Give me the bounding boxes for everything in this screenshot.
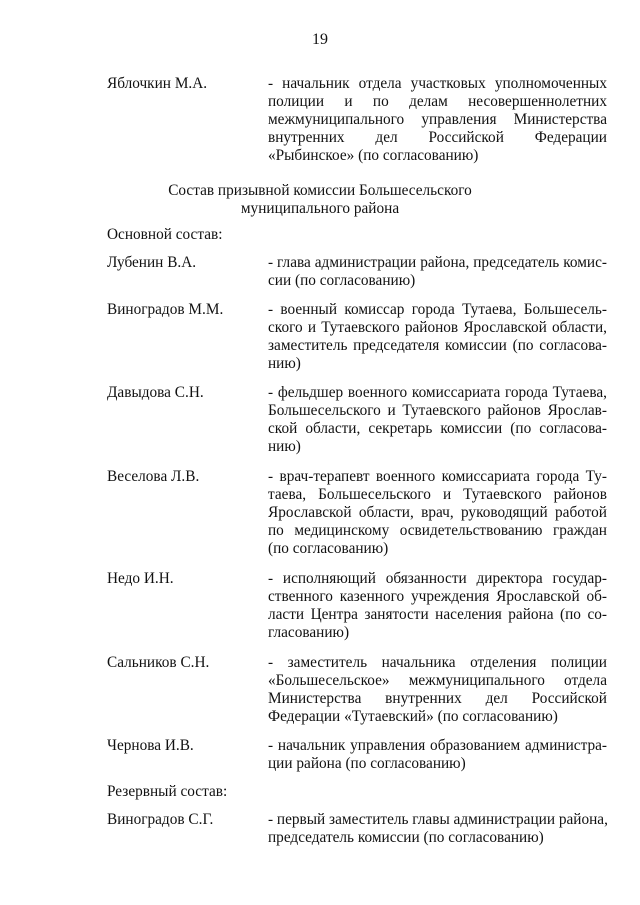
member-desc-line: - начальник отдела участковых уполномоченных	[268, 75, 607, 92]
member-name: Лубенин В.А.	[107, 254, 197, 271]
member-desc-line: внутренних дел Российской Федерации	[268, 129, 607, 146]
member-desc-line: - военный комиссар города Тутаева, Большесель-	[268, 301, 607, 318]
section-title: Состав призывной комиссии Большесельского	[168, 182, 472, 199]
member-name: Чернова И.В.	[107, 737, 194, 754]
member-desc-line: Большесельского и Тутаевского районов Ярослав-	[268, 402, 607, 419]
member-desc-line: «Большесельское» межмуниципального отдела	[268, 672, 607, 689]
member-desc-line: «Рыбинское» (по согласованию)	[268, 147, 479, 164]
member-desc-line: председатель комиссии (по согласованию)	[268, 829, 544, 846]
member-desc-line: заместитель председателя комиссии (по согласова-	[268, 337, 607, 354]
member-desc-line: - глава администрации района, председатель комис-	[268, 254, 607, 271]
section-title: муниципального района	[240, 200, 400, 217]
member-name: Яблочкин М.А.	[107, 75, 208, 92]
member-name: Веселова Л.В.	[107, 468, 200, 485]
member-name: Сальников С.Н.	[107, 654, 210, 671]
member-name: Виноградов М.М.	[107, 301, 224, 318]
member-desc-line: - начальник управления образованием администра-	[268, 737, 607, 754]
member-desc-line: ственного казенного учреждения Ярославской об-	[268, 588, 607, 605]
reserve-composition-label: Резервный состав:	[107, 783, 228, 800]
page-number: 19	[312, 31, 328, 48]
member-desc-line: - врач-терапевт военного комиссариата города Ту-	[268, 468, 607, 485]
member-name: Виноградов С.Г.	[107, 811, 214, 828]
member-desc-line: - заместитель начальника отделения полиции	[268, 654, 607, 671]
main-composition-label: Основной состав:	[107, 226, 223, 243]
member-desc-line: Министерства внутренних дел Российской	[268, 690, 607, 707]
member-desc-line: Федерации «Тутаевский» (по согласованию)	[268, 708, 558, 725]
member-desc-line: сии (по согласованию)	[268, 272, 416, 289]
member-desc-line: межмуниципального управления Министерства	[268, 111, 607, 128]
member-name: Недо И.Н.	[107, 570, 174, 587]
member-desc-line: - первый заместитель главы администрации района,	[268, 811, 608, 828]
member-desc-line: Ярославской области, врач, руководящий работой	[268, 504, 607, 521]
member-desc-line: нию)	[268, 355, 301, 372]
member-desc-line: нию)	[268, 438, 301, 455]
member-desc-line: ской области, секретарь комиссии (по согласова-	[268, 420, 607, 437]
member-desc-line: - фельдшер военного комиссариата города Тутаева,	[268, 384, 607, 401]
member-desc-line: по медицинскому освидетельствованию граждан	[268, 522, 607, 539]
member-desc-line: ского и Тутаевского районов Ярославской области,	[268, 319, 607, 336]
member-desc-line: таева, Большесельского и Тутаевского районов	[268, 486, 607, 503]
member-desc-line: полиции и по делам несовершеннолетних	[268, 93, 607, 110]
member-desc-line: гласованию)	[268, 624, 350, 641]
member-name: Давыдова С.Н.	[107, 384, 204, 401]
member-desc-line: ласти Центра занятости населения района (по со-	[268, 606, 607, 623]
member-desc-line: (по согласованию)	[268, 540, 389, 557]
member-desc-line: ции района (по согласованию)	[268, 755, 466, 772]
member-desc-line: - исполняющий обязанности директора государ-	[268, 570, 607, 587]
